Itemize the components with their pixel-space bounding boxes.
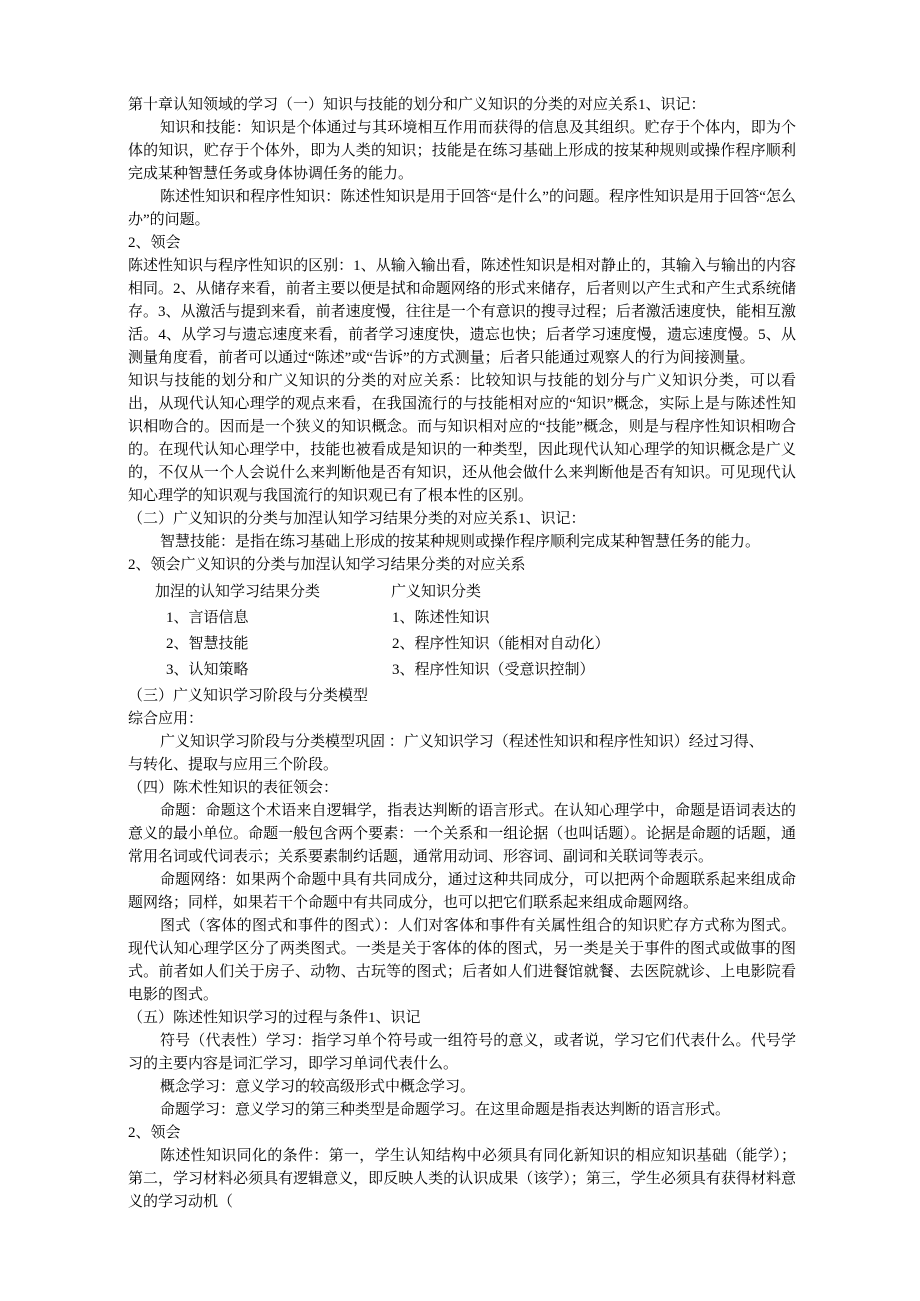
paragraph-correspondence: 知识与技能的划分和广义知识的分类的对应关系：比较知识与技能的划分与广义知识分类，可以看出，从现代认知心理学的观点来看，在我国流行的与技能相对应的“知识”概念，实际上是与陈述性知识相吻合的。因而是一个狭义的知识概念。而与知识相对应的“技能”概念，则是与程序性知识相吻合的。在现代认知心理学中，技能也被看成是知识的一种类型，因此现代认知心理学的知识概念是广义的，不仅从一个人会说什么来判断他是否有知识，还从他会做什么来判断他是否有知识。可见现代认知心理学的知识观与我国流行的知识观已有了根本性的区别。 (128, 373, 796, 504)
comparison-row (128, 631, 796, 657)
document-content (128, 94, 796, 1214)
comparison-header-row (128, 579, 796, 605)
paragraph-proposition: 命题：命题这个术语来自逻辑学，指表达判断的语言形式。在认知心理学中，命题是语词表达的意义的最小单位。命题一般包含两个要素：一个关系和一组论据（也叫话题）。论据是命题的话题，通常用名词或代词表示；关系要素制约话题，通常用动词、形容词、副词和关联词等表示。 (128, 803, 796, 865)
classification-comparison-table (128, 579, 796, 683)
comparison-right-cell: 2、程序性知识（能相对自动化） (392, 636, 610, 652)
paragraph-concept-learning: 概念学习：意义学习的较高级形式中概念学习。 (160, 1079, 476, 1095)
chapter-heading: 第十章认知领域的学习（一）知识与技能的划分和广义知识的分类的对应关系1、识记： (128, 97, 706, 113)
comparison-right-cell: 3、程序性知识（受意识控制） (392, 662, 595, 678)
paragraph-schema: 图式（客体的图式和事件的图式）：人们对客体和事件有关属性组合的知识贮存方式称为图式。现代认知心理学区分了两类图式。一类是关于客体的体的图式，另一类是关于事件的图式或做事的图式。前者如人们关于房子、动物、古玩等的图式；后者如人们进餐馆就餐、去医院就诊、上电影院看电影的图式。 (128, 918, 796, 1003)
paragraph-declarative-procedural: 陈述性知识和程序性知识：陈述性知识是用于回答“是什么”的问题。程序性知识是用于回答“怎么办”的问题。 (128, 189, 796, 228)
paragraph-proposition-learning: 命题学习：意义学习的第三种类型是命题学习。在这里命题是指表达判断的语言形式。 (160, 1102, 731, 1118)
comparison-left-header: 加涅的认知学习结果分类 (155, 584, 321, 600)
heading-section-3: （三）广义知识学习阶段与分类模型 (128, 688, 369, 704)
heading-comprehensive-application: 综合应用： (128, 711, 204, 727)
comparison-left-cell: 1、言语信息 (166, 610, 249, 626)
heading-section-4: （四）陈术性知识的表征领会： (128, 780, 339, 796)
paragraph-knowledge-differences: 陈述性知识与程序性知识的区别：1、从输入输出看，陈述性知识是相对静止的，其输入与输出的内容相同。2、从储存来看，前者主要以便是拭和命题网络的形式来储存，后者则以产生式和产生式系统储存。3、从激活与提到来看，前者速度慢，往往是一个有意识的搜寻过程；后者激活速度快，能相互激活。4、从学习与遗忘速度来看，前者学习速度快，遗忘也快；后者学习速度慢，遗忘速度慢。5、从测量角度看，前者可以通过“陈述”或“告诉”的方式测量；后者只能通过观察人的行为间接测量。 (128, 258, 796, 366)
heading-comprehend-2: 2、领会广义知识的分类与加涅认知学习结果分类的对应关系 (128, 557, 526, 573)
comparison-row (128, 657, 796, 683)
comparison-row (128, 605, 796, 631)
heading-section-5: （五）陈述性知识学习的过程与条件1、识记 (128, 1010, 421, 1026)
paragraph-learning-stage-model-line1: 广义知识学习阶段与分类模型巩固 ：广义知识学习（程述性知识和程序性知识）经过习得、 (160, 734, 764, 750)
comparison-right-header: 广义知识分类 (391, 584, 482, 600)
heading-section-2: （二）广义知识的分类与加涅认知学习结果分类的对应关系1、识记： (128, 511, 586, 527)
paragraph-proposition-network: 命题网络：如果两个命题中具有共同成分，通过这种共同成分，可以把两个命题联系起来组成命题网络；同样，如果若干个命题中有共同成分，也可以把它们联系起来组成命题网络。 (128, 872, 796, 911)
paragraph-knowledge-and-skills: 知识和技能：知识是个体通过与其环境相互作用而获得的信息及其组织。贮存于个体内，即为个体的知识，贮存于个体外，即为人类的知识；技能是在练习基础上形成的按某种规则或操作程序顺利完成某种智慧任务或身体协调任务的能力。 (128, 120, 796, 182)
paragraph-assimilation-conditions: 陈述性知识同化的条件：第一，学生认知结构中必须具有同化新知识的相应知识基础（能学）；第二，学习材料必须具有逻辑意义，即反映人类的认识成果（该学）；第三，学生必须具有获得材料意义的学习动机（ (128, 1148, 796, 1210)
comparison-left-cell: 3、认知策略 (166, 662, 249, 678)
heading-comprehend-1: 2、领会 (128, 235, 181, 251)
paragraph-learning-stage-model-line2: 与转化、提取与应用三个阶段。 (128, 757, 339, 773)
paragraph-symbol-learning: 符号（代表性）学习：指学习单个符号或一组符号的意义，或者说，学习它们代表什么。代号学习的主要内容是词汇学习，即学习单词代表什么。 (128, 1033, 796, 1072)
comparison-right-cell: 1、陈述性知识 (392, 610, 490, 626)
paragraph-intellectual-skill: 智慧技能：是指在练习基础上形成的按某种规则或操作程序顺利完成某种智慧任务的能力。 (160, 534, 761, 550)
comparison-left-cell: 2、智慧技能 (166, 636, 249, 652)
heading-comprehend-3: 2、领会 (128, 1125, 181, 1141)
